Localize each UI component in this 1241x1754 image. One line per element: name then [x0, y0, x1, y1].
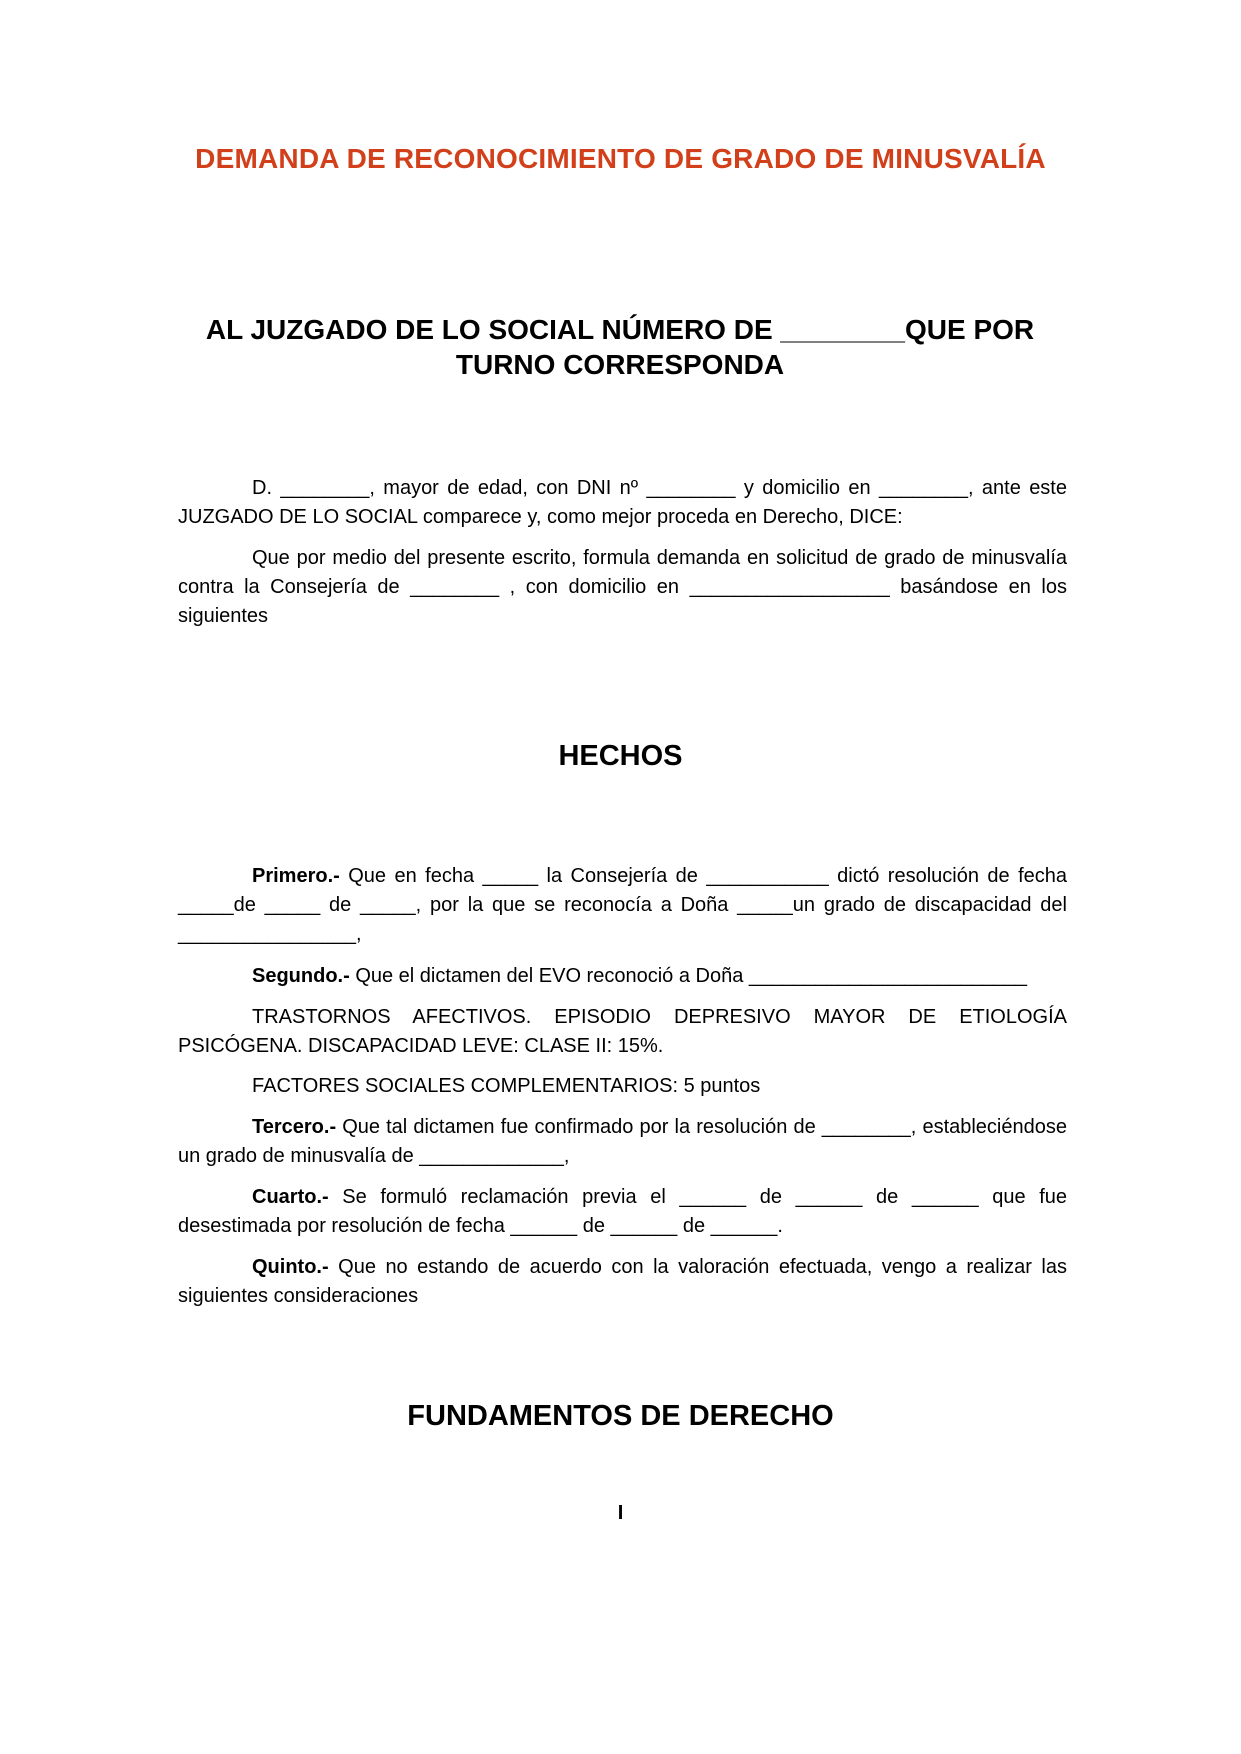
hecho-segundo-text: Que el dictamen del EVO reconoció a Doña _________________________ — [349, 965, 1027, 987]
fundamentos-heading: FUNDAMENTOS DE DERECHO — [407, 1400, 834, 1432]
hecho-cuarto — [178, 1183, 1067, 1241]
document-title: DEMANDA DE RECONOCIMIENTO DE GRADO DE MINUSVALÍA — [195, 143, 1046, 174]
hecho-primero — [178, 862, 1067, 949]
hecho-tercero-label: Tercero.- — [252, 1116, 337, 1138]
fundamentos-numeral: I — [617, 1502, 624, 1524]
hecho-quinto — [178, 1253, 1067, 1311]
hecho-primero-label: Primero.- — [252, 865, 340, 887]
hechos-heading: HECHOS — [558, 740, 683, 772]
court-addressee: AL JUZGADO DE LO SOCIAL NÚMERO DE ________QUE POR TURNO CORRESPONDA — [205, 314, 1035, 380]
intro-paragraph-1: D. ________, mayor de edad, con DNI nº ________ y domicilio en ________, ante este JUZGADO DE LO SOCIAL comparece y, como mejor proceda en Derecho, DICE: — [178, 477, 1067, 528]
hecho-quinto-label: Quinto.- — [252, 1256, 329, 1278]
dictamen-factores: FACTORES SOCIALES COMPLEMENTARIOS: 5 puntos — [252, 1075, 761, 1097]
hecho-primero-text: Que en fecha _____ la Consejería de ___________ dictó resolución de fecha _____de _____ de _____, por la que se reconocía a Doña _____un grado de discapacidad del ________________, — [178, 865, 1067, 945]
hecho-segundo — [178, 962, 1067, 991]
hecho-quinto-text: Que no estando de acuerdo con la valoración efectuada, vengo a realizar las siguientes consideraciones — [178, 1256, 1067, 1307]
hecho-tercero — [178, 1113, 1067, 1171]
hecho-tercero-text: Que tal dictamen fue confirmado por la resolución de ________, estableciéndose un grado de minusvalía de _____________, — [178, 1116, 1067, 1167]
dictamen-trastornos: TRASTORNOS AFECTIVOS. EPISODIO DEPRESIVO MAYOR DE ETIOLOGÍA PSICÓGENA. DISCAPACIDAD LEVE: CLASE II: 15%. — [178, 1006, 1067, 1057]
hecho-cuarto-label: Cuarto.- — [252, 1186, 329, 1208]
hecho-cuarto-text: Se formuló reclamación previa el ______ de ______ de ______ que fue desestimada por resolución de fecha ______ de ______ de ______. — [178, 1186, 1067, 1237]
intro-paragraph-2: Que por medio del presente escrito, formula demanda en solicitud de grado de minusvalía contra la Consejería de ________ , con domicilio en __________________ basándose en los siguientes — [178, 547, 1067, 627]
hecho-segundo-label: Segundo.- — [252, 965, 350, 987]
